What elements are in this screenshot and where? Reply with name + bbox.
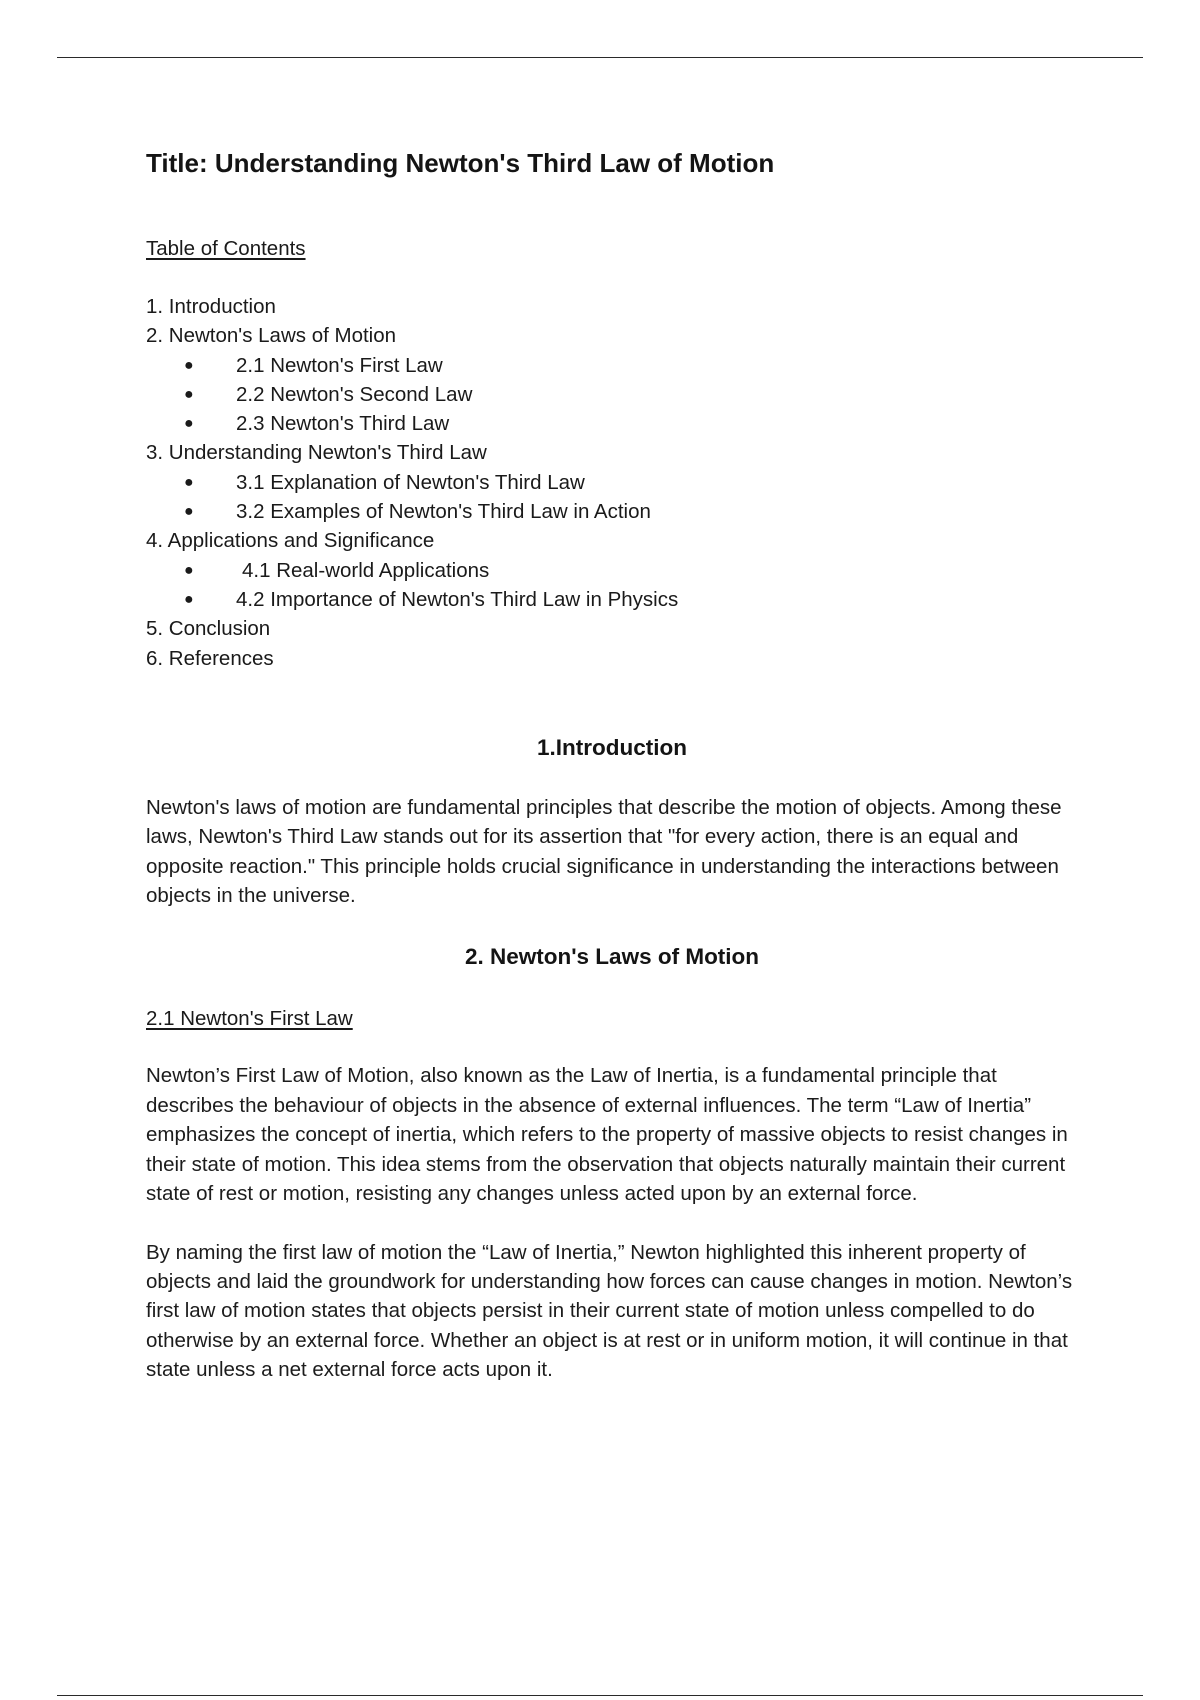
first-law-paragraph: Newton’s First Law of Motion, also known as the Law of Inertia, is a fundamental principle that describes the behaviour of objects in the absence of external influences. The term “Law of Inertia” emphasizes the concept of inertia, which refers to the property of massive objects to resist changes in their state of motion. This idea stems from the observation that objects naturally maintain their current state of rest or motion, resisting any changes unless acted upon by an external force.: [146, 1064, 1068, 1206]
first-law-paragraph: By naming the first law of motion the “Law of Inertia,” Newton highlighted this inherent property of objects and laid the groundwork for understanding how forces can cause changes in motion. Newton’s first law of motion states that objects persist in their current state of motion unless compelled to do otherwise by an external force. Whether an object is at rest or in uniform motion, it will continue in that state unless a net external force acts upon it.: [146, 1240, 1073, 1382]
toc-item-label: 4.1 Real-world Applications: [242, 558, 490, 582]
toc-item-label: 6. References: [146, 646, 274, 670]
toc-item: [146, 292, 1078, 321]
table-of-contents: [146, 292, 1078, 673]
toc-item-label: 2.3 Newton's Third Law: [236, 412, 450, 436]
toc-item: [146, 321, 1078, 350]
bottom-rule: [57, 1695, 1143, 1696]
bullet-icon: ●: [184, 473, 194, 491]
introduction-paragraph: Newton's laws of motion are fundamental principles that describe the motion of objects. Among these laws, Newton's Third Law stands out for its assertion that "for every action, there is an equal and opposite reaction." This principle holds crucial significance in understanding the interactions between objects in the universe.: [146, 795, 1062, 908]
top-rule: [57, 57, 1143, 58]
toc-item-label: 2. Newton's Laws of Motion: [146, 324, 397, 348]
toc-item-label: 4. Applications and Significance: [146, 529, 435, 553]
toc-subitem: [146, 409, 1078, 438]
bullet-icon: ●: [184, 561, 194, 579]
first-law-heading: 2.1 Newton's First Law: [146, 1007, 353, 1031]
document-body: [146, 140, 1078, 1385]
toc-item: [146, 526, 1078, 555]
toc-item-label: 1. Introduction: [146, 295, 276, 318]
toc-subitem: [146, 468, 1078, 497]
toc-item-label: 4.2 Importance of Newton's Third Law in Physics: [236, 587, 679, 611]
toc-item: [146, 644, 1078, 673]
toc-item-label: 2.2 Newton's Second Law: [236, 382, 473, 406]
toc-subitem: [146, 351, 1078, 380]
bullet-icon: ●: [184, 503, 194, 521]
toc-heading: Table of Contents: [146, 237, 306, 260]
toc-subitem: [146, 556, 1078, 585]
bullet-icon: ●: [184, 356, 194, 374]
toc-subitem: [146, 497, 1078, 526]
document-title: Title: Understanding Newton's Third Law of Motion: [146, 148, 775, 178]
toc-item-label: 2.1 Newton's First Law: [236, 353, 443, 377]
bullet-icon: ●: [184, 385, 194, 403]
toc-item: [146, 438, 1078, 467]
introduction-heading: 1.Introduction: [537, 734, 687, 760]
toc-subitem: [146, 585, 1078, 614]
toc-item-label: 3.2 Examples of Newton's Third Law in Action: [236, 500, 651, 524]
bullet-icon: ●: [184, 415, 194, 433]
toc-item: [146, 614, 1078, 643]
bullet-icon: ●: [184, 590, 194, 608]
toc-item-label: 3. Understanding Newton's Third Law: [146, 441, 487, 465]
toc-item-label: 3.1 Explanation of Newton's Third Law: [236, 470, 585, 494]
laws-of-motion-heading: 2. Newton's Laws of Motion: [464, 944, 760, 970]
toc-item-label: 5. Conclusion: [146, 617, 271, 641]
toc-subitem: [146, 380, 1078, 409]
